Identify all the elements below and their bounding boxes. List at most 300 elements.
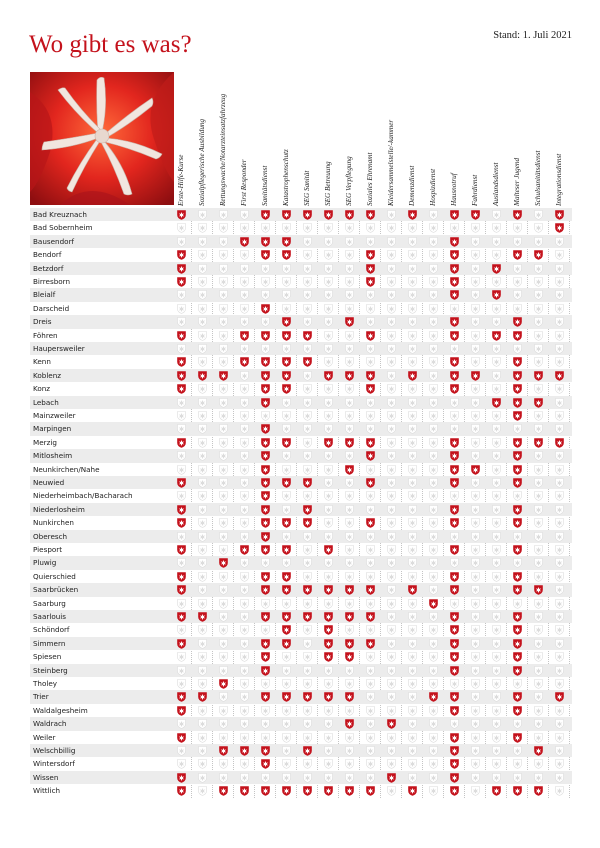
location-name: Konz	[33, 384, 51, 394]
location-name: Bad Kreuznach	[33, 210, 87, 219]
column-header: Schulsanitätsdienst	[534, 150, 542, 206]
location-name: Waldrach	[33, 719, 67, 729]
maltese-cross-shield-icon-inactive	[345, 384, 354, 394]
maltese-cross-shield-icon-inactive	[198, 344, 207, 354]
maltese-cross-shield-icon-inactive	[534, 639, 543, 649]
table-row	[30, 329, 572, 342]
maltese-cross-shield-icon-inactive	[387, 625, 396, 635]
maltese-cross-shield-icon-inactive	[387, 746, 396, 756]
maltese-cross-shield-icon-inactive	[492, 558, 501, 568]
table-row	[30, 302, 572, 315]
maltese-cross-shield-icon-inactive	[555, 277, 564, 287]
maltese-cross-shield-icon-inactive	[282, 451, 291, 461]
maltese-cross-shield-icon-inactive	[198, 773, 207, 783]
maltese-cross-shield-icon-inactive	[429, 625, 438, 635]
maltese-cross-shield-icon-inactive	[555, 424, 564, 434]
maltese-cross-shield-icon-inactive	[324, 290, 333, 300]
maltese-cross-shield-icon-inactive	[303, 639, 312, 649]
maltese-cross-shield-icon-inactive	[198, 746, 207, 756]
maltese-cross-shield-icon-inactive	[366, 692, 375, 702]
maltese-cross-shield-icon-active	[366, 786, 375, 796]
maltese-cross-shield-icon-inactive	[429, 612, 438, 622]
maltese-cross-shield-icon-inactive	[177, 451, 186, 461]
maltese-cross-shield-icon-inactive	[240, 451, 249, 461]
maltese-cross-shield-icon-active	[177, 639, 186, 649]
maltese-cross-shield-icon-inactive	[534, 491, 543, 501]
table-row	[30, 275, 572, 288]
maltese-cross-shield-icon-active	[450, 371, 459, 381]
maltese-cross-shield-icon-inactive	[177, 317, 186, 327]
maltese-cross-shield-icon-inactive	[240, 759, 249, 769]
maltese-cross-shield-icon-inactive	[429, 304, 438, 314]
maltese-cross-shield-icon-active	[450, 572, 459, 582]
table-row	[30, 610, 572, 623]
maltese-cross-shield-icon-inactive	[387, 250, 396, 260]
maltese-cross-shield-icon-inactive	[513, 773, 522, 783]
maltese-cross-shield-icon-inactive	[408, 773, 417, 783]
maltese-cross-shield-icon-inactive	[303, 733, 312, 743]
table-row	[30, 382, 572, 395]
maltese-cross-shield-icon-active	[366, 478, 375, 488]
table-row	[30, 422, 572, 435]
maltese-cross-shield-icon-inactive	[408, 451, 417, 461]
maltese-cross-shield-icon-inactive	[219, 223, 228, 233]
maltese-cross-shield-icon-inactive	[555, 786, 564, 796]
location-name: Piesport	[33, 545, 63, 554]
maltese-cross-shield-icon-inactive	[513, 264, 522, 274]
maltese-cross-shield-icon-inactive	[555, 304, 564, 314]
maltese-cross-shield-icon-inactive	[240, 344, 249, 354]
maltese-cross-shield-icon-inactive	[387, 639, 396, 649]
maltese-cross-shield-icon-inactive	[282, 505, 291, 515]
maltese-cross-shield-icon-inactive	[198, 264, 207, 274]
maltese-cross-shield-icon-inactive	[219, 572, 228, 582]
maltese-cross-shield-icon-inactive	[219, 210, 228, 220]
maltese-cross-shield-icon-inactive	[555, 706, 564, 716]
maltese-cross-shield-icon-inactive	[387, 572, 396, 582]
maltese-cross-shield-icon-active	[324, 438, 333, 448]
maltese-cross-shield-icon-inactive	[408, 491, 417, 501]
maltese-cross-shield-icon-inactive	[324, 759, 333, 769]
maltese-cross-shield-icon-active	[366, 384, 375, 394]
maltese-cross-shield-icon-inactive	[534, 290, 543, 300]
maltese-cross-shield-icon-inactive	[534, 210, 543, 220]
maltese-cross-shield-icon-inactive	[198, 572, 207, 582]
maltese-cross-shield-icon-inactive	[492, 625, 501, 635]
maltese-cross-shield-icon-inactive	[534, 317, 543, 327]
location-name: Bleialf	[33, 290, 56, 300]
table-row	[30, 650, 572, 663]
maltese-cross-shield-icon-inactive	[408, 250, 417, 260]
maltese-cross-shield-icon-active	[282, 237, 291, 247]
maltese-cross-shield-icon-inactive	[492, 384, 501, 394]
maltese-cross-shield-icon-active	[450, 625, 459, 635]
maltese-cross-shield-icon-inactive	[324, 679, 333, 689]
maltese-cross-shield-icon-inactive	[303, 465, 312, 475]
maltese-cross-shield-icon-active	[429, 599, 438, 609]
maltese-cross-shield-icon-inactive	[219, 706, 228, 716]
maltese-cross-shield-icon-inactive	[324, 719, 333, 729]
maltese-cross-shield-icon-inactive	[471, 719, 480, 729]
maltese-cross-shield-icon-inactive	[345, 304, 354, 314]
maltese-cross-shield-icon-inactive	[219, 599, 228, 609]
location-name: Merzig	[33, 437, 57, 447]
maltese-cross-shield-icon-active	[261, 505, 270, 515]
maltese-cross-shield-icon-inactive	[303, 666, 312, 676]
maltese-cross-shield-icon-inactive	[345, 666, 354, 676]
maltese-cross-shield-icon-inactive	[534, 572, 543, 582]
maltese-cross-shield-icon-inactive	[198, 478, 207, 488]
maltese-cross-shield-icon-inactive	[408, 706, 417, 716]
maltese-cross-shield-icon-inactive	[261, 558, 270, 568]
maltese-cross-shield-icon-inactive	[555, 505, 564, 515]
maltese-cross-shield-icon-inactive	[282, 411, 291, 421]
maltese-cross-shield-icon-inactive	[429, 344, 438, 354]
maltese-cross-shield-icon-inactive	[324, 398, 333, 408]
maltese-cross-shield-icon-inactive	[387, 398, 396, 408]
maltese-cross-shield-icon-active	[219, 746, 228, 756]
location-name: Tholey	[33, 679, 58, 688]
maltese-cross-shield-icon-inactive	[429, 398, 438, 408]
location-name: Pluwig	[33, 558, 57, 568]
maltese-cross-shield-icon-inactive	[555, 666, 564, 676]
maltese-cross-shield-icon-inactive	[387, 344, 396, 354]
maltese-cross-shield-icon-active	[261, 692, 270, 702]
maltese-cross-shield-icon-inactive	[303, 532, 312, 542]
maltese-cross-shield-icon-inactive	[366, 599, 375, 609]
maltese-cross-shield-icon-inactive	[513, 532, 522, 542]
maltese-cross-shield-icon-inactive	[282, 679, 291, 689]
table-row	[30, 637, 572, 650]
maltese-cross-shield-icon-inactive	[534, 706, 543, 716]
maltese-cross-shield-icon-inactive	[429, 384, 438, 394]
maltese-cross-shield-icon-active	[261, 384, 270, 394]
maltese-cross-shield-icon-inactive	[555, 532, 564, 542]
column-header: Soziales Ehrenamt	[366, 152, 374, 206]
maltese-cross-shield-icon-active	[513, 331, 522, 341]
maltese-cross-shield-icon-inactive	[450, 304, 459, 314]
maltese-cross-shield-icon-inactive	[345, 545, 354, 555]
table-row	[30, 543, 572, 556]
maltese-cross-shield-icon-inactive	[555, 545, 564, 555]
maltese-cross-shield-icon-inactive	[366, 558, 375, 568]
maltese-cross-shield-icon-inactive	[240, 639, 249, 649]
maltese-cross-shield-icon-inactive	[429, 491, 438, 501]
maltese-cross-shield-icon-active	[513, 786, 522, 796]
table-row	[30, 583, 572, 596]
maltese-cross-shield-icon-inactive	[429, 639, 438, 649]
maltese-cross-shield-icon-active	[282, 612, 291, 622]
maltese-cross-shield-icon-inactive	[429, 572, 438, 582]
maltese-cross-shield-icon-active	[261, 759, 270, 769]
column-header: Auslandsdienst	[492, 162, 500, 206]
maltese-cross-shield-icon-inactive	[282, 304, 291, 314]
maltese-cross-shield-icon-active	[450, 264, 459, 274]
maltese-cross-shield-icon-active	[177, 706, 186, 716]
maltese-cross-shield-icon-active	[345, 692, 354, 702]
maltese-cross-shield-icon-inactive	[408, 719, 417, 729]
maltese-cross-shield-icon-inactive	[387, 317, 396, 327]
location-name: Niederheimbach/Bacharach	[33, 491, 133, 501]
maltese-cross-shield-icon-inactive	[198, 652, 207, 662]
maltese-cross-shield-icon-inactive	[513, 599, 522, 609]
maltese-cross-shield-icon-inactive	[198, 277, 207, 287]
maltese-cross-shield-icon-inactive	[198, 733, 207, 743]
maltese-cross-shield-icon-inactive	[429, 652, 438, 662]
maltese-cross-shield-icon-inactive	[471, 585, 480, 595]
maltese-cross-shield-icon-inactive	[345, 518, 354, 528]
maltese-cross-shield-icon-active	[513, 384, 522, 394]
maltese-cross-shield-icon-inactive	[555, 759, 564, 769]
maltese-cross-shield-icon-inactive	[345, 706, 354, 716]
maltese-cross-shield-icon-active	[492, 786, 501, 796]
maltese-cross-shield-icon-active	[555, 210, 564, 220]
maltese-cross-shield-icon-active	[324, 625, 333, 635]
maltese-cross-shield-icon-inactive	[345, 398, 354, 408]
maltese-cross-shield-icon-inactive	[240, 719, 249, 729]
maltese-cross-shield-icon-inactive	[198, 465, 207, 475]
maltese-cross-shield-icon-inactive	[534, 424, 543, 434]
stand-date: Stand: 1. Juli 2021	[493, 30, 572, 41]
maltese-cross-shield-icon-inactive	[492, 719, 501, 729]
location-name: Mainzweiler	[33, 411, 76, 420]
maltese-cross-shield-icon-active	[177, 384, 186, 394]
maltese-cross-shield-icon-inactive	[555, 612, 564, 622]
maltese-cross-shield-icon-inactive	[324, 505, 333, 515]
maltese-cross-shield-icon-inactive	[240, 411, 249, 421]
maltese-cross-shield-icon-inactive	[471, 411, 480, 421]
maltese-cross-shield-icon-inactive	[555, 639, 564, 649]
maltese-cross-shield-icon-inactive	[240, 290, 249, 300]
maltese-cross-shield-icon-inactive	[177, 398, 186, 408]
maltese-cross-shield-icon-inactive	[282, 652, 291, 662]
maltese-cross-shield-icon-inactive	[303, 625, 312, 635]
table-row	[30, 369, 572, 382]
maltese-cross-shield-icon-inactive	[198, 786, 207, 796]
maltese-cross-shield-icon-inactive	[303, 759, 312, 769]
maltese-cross-shield-icon-inactive	[282, 759, 291, 769]
maltese-cross-shield-icon-inactive	[555, 518, 564, 528]
maltese-cross-shield-icon-inactive	[555, 451, 564, 461]
maltese-cross-shield-icon-inactive	[324, 331, 333, 341]
maltese-cross-shield-icon-active	[366, 331, 375, 341]
maltese-cross-shield-icon-inactive	[324, 572, 333, 582]
maltese-cross-shield-icon-inactive	[261, 344, 270, 354]
column-header: Sanitätsdienst	[261, 165, 269, 206]
maltese-cross-shield-icon-inactive	[177, 424, 186, 434]
maltese-cross-shield-icon-inactive	[282, 558, 291, 568]
maltese-cross-shield-icon-inactive	[387, 599, 396, 609]
maltese-cross-shield-icon-inactive	[240, 491, 249, 501]
maltese-cross-shield-icon-active	[513, 652, 522, 662]
maltese-cross-shield-icon-inactive	[534, 666, 543, 676]
maltese-cross-shield-icon-inactive	[198, 719, 207, 729]
maltese-cross-shield-icon-inactive	[198, 384, 207, 394]
maltese-cross-shield-icon-active	[261, 357, 270, 367]
maltese-cross-shield-icon-inactive	[450, 599, 459, 609]
maltese-cross-shield-icon-inactive	[240, 438, 249, 448]
maltese-cross-shield-icon-inactive	[471, 612, 480, 622]
maltese-cross-shield-icon-active	[303, 692, 312, 702]
location-name: Mitlosheim	[33, 451, 73, 461]
maltese-cross-shield-icon-inactive	[471, 639, 480, 649]
maltese-cross-shield-icon-inactive	[471, 331, 480, 341]
maltese-cross-shield-icon-active	[324, 612, 333, 622]
maltese-cross-shield-icon-inactive	[387, 371, 396, 381]
maltese-cross-shield-icon-inactive	[345, 277, 354, 287]
maltese-cross-shield-icon-inactive	[492, 277, 501, 287]
table-row	[30, 771, 572, 784]
table-row	[30, 288, 572, 301]
maltese-cross-shield-icon-inactive	[513, 223, 522, 233]
maltese-cross-shield-icon-inactive	[387, 612, 396, 622]
maltese-cross-shield-icon-active	[261, 478, 270, 488]
maltese-cross-shield-icon-inactive	[303, 558, 312, 568]
maltese-cross-shield-icon-inactive	[261, 773, 270, 783]
maltese-cross-shield-icon-inactive	[177, 532, 186, 542]
maltese-cross-shield-icon-active	[387, 719, 396, 729]
maltese-cross-shield-icon-inactive	[324, 250, 333, 260]
maltese-cross-shield-icon-inactive	[387, 210, 396, 220]
maltese-cross-shield-icon-inactive	[324, 746, 333, 756]
maltese-cross-shield-icon-inactive	[345, 746, 354, 756]
maltese-cross-shield-icon-inactive	[471, 773, 480, 783]
maltese-cross-shield-icon-inactive	[408, 545, 417, 555]
maltese-cross-shield-icon-inactive	[219, 398, 228, 408]
maltese-cross-shield-icon-inactive	[513, 746, 522, 756]
maltese-cross-shield-icon-inactive	[345, 237, 354, 247]
maltese-cross-shield-icon-inactive	[492, 237, 501, 247]
maltese-cross-shield-icon-inactive	[240, 558, 249, 568]
maltese-cross-shield-icon-inactive	[429, 331, 438, 341]
maltese-cross-shield-icon-inactive	[303, 237, 312, 247]
table-row	[30, 436, 572, 449]
maltese-cross-shield-icon-inactive	[429, 264, 438, 274]
maltese-cross-shield-icon-active	[513, 706, 522, 716]
maltese-cross-shield-icon-active	[450, 465, 459, 475]
location-name: Wittlich	[33, 786, 61, 796]
maltese-cross-shield-icon-active	[534, 371, 543, 381]
column-header: First Responder	[240, 159, 248, 206]
location-name: Welschbillig	[33, 746, 76, 755]
maltese-cross-shield-icon-inactive	[366, 505, 375, 515]
maltese-cross-shield-icon-inactive	[324, 465, 333, 475]
maltese-cross-shield-icon-inactive	[177, 465, 186, 475]
maltese-cross-shield-icon-active	[513, 465, 522, 475]
maltese-cross-shield-icon-inactive	[513, 759, 522, 769]
maltese-cross-shield-icon-inactive	[366, 532, 375, 542]
maltese-cross-shield-icon-inactive	[219, 357, 228, 367]
maltese-cross-shield-icon-inactive	[471, 505, 480, 515]
maltese-cross-shield-icon-inactive	[366, 344, 375, 354]
maltese-cross-shield-icon-active	[177, 505, 186, 515]
maltese-cross-shield-icon-inactive	[492, 733, 501, 743]
maltese-cross-shield-icon-active	[177, 518, 186, 528]
maltese-cross-shield-icon-active	[240, 237, 249, 247]
maltese-cross-shield-icon-inactive	[198, 250, 207, 260]
maltese-cross-shield-icon-inactive	[450, 223, 459, 233]
maltese-cross-shield-icon-inactive	[408, 518, 417, 528]
maltese-cross-shield-icon-inactive	[471, 438, 480, 448]
maltese-cross-shield-icon-active	[177, 773, 186, 783]
maltese-cross-shield-icon-active	[555, 438, 564, 448]
maltese-cross-shield-icon-inactive	[429, 237, 438, 247]
maltese-cross-shield-icon-inactive	[303, 277, 312, 287]
maltese-cross-shield-icon-inactive	[429, 290, 438, 300]
maltese-cross-shield-icon-inactive	[408, 733, 417, 743]
maltese-cross-shield-icon-inactive	[471, 518, 480, 528]
maltese-cross-shield-icon-inactive	[387, 733, 396, 743]
maltese-cross-shield-icon-inactive	[198, 451, 207, 461]
maltese-cross-shield-icon-inactive	[219, 612, 228, 622]
maltese-cross-shield-icon-active	[303, 612, 312, 622]
maltese-cross-shield-icon-inactive	[324, 317, 333, 327]
table-row	[30, 342, 572, 355]
maltese-cross-shield-icon-active	[513, 572, 522, 582]
maltese-cross-shield-icon-inactive	[261, 223, 270, 233]
maltese-cross-shield-icon-inactive	[324, 451, 333, 461]
maltese-cross-shield-icon-active	[450, 612, 459, 622]
maltese-cross-shield-icon-inactive	[177, 223, 186, 233]
maltese-cross-shield-icon-inactive	[555, 679, 564, 689]
maltese-cross-shield-icon-inactive	[429, 411, 438, 421]
maltese-cross-shield-icon-inactive	[219, 331, 228, 341]
maltese-cross-shield-icon-active	[261, 424, 270, 434]
maltese-cross-shield-icon-inactive	[534, 545, 543, 555]
maltese-cross-shield-icon-inactive	[366, 545, 375, 555]
maltese-cross-shield-icon-inactive	[555, 652, 564, 662]
column-header: Rettungswache/Notarzteinsatzfahrzeug	[219, 93, 227, 206]
maltese-cross-shield-icon-inactive	[198, 290, 207, 300]
maltese-cross-shield-icon-inactive	[324, 357, 333, 367]
maltese-cross-shield-icon-inactive	[303, 264, 312, 274]
maltese-cross-shield-icon-inactive	[471, 451, 480, 461]
maltese-cross-shield-icon-active	[282, 639, 291, 649]
maltese-cross-shield-icon-inactive	[345, 491, 354, 501]
table-row	[30, 731, 572, 744]
maltese-cross-shield-icon-inactive	[324, 518, 333, 528]
maltese-cross-shield-icon-active	[555, 692, 564, 702]
maltese-cross-shield-icon-inactive	[555, 344, 564, 354]
maltese-cross-shield-icon-inactive	[492, 545, 501, 555]
maltese-cross-shield-icon-active	[450, 317, 459, 327]
maltese-cross-shield-icon-inactive	[534, 773, 543, 783]
maltese-cross-shield-icon-active	[261, 585, 270, 595]
maltese-cross-shield-icon-inactive	[387, 384, 396, 394]
maltese-cross-shield-icon-active	[177, 733, 186, 743]
maltese-cross-shield-icon-inactive	[282, 746, 291, 756]
maltese-cross-shield-icon-inactive	[555, 719, 564, 729]
maltese-cross-shield-icon-active	[513, 625, 522, 635]
table-row	[30, 262, 572, 275]
maltese-cross-shield-icon-active	[366, 585, 375, 595]
maltese-cross-shield-icon-active	[450, 438, 459, 448]
maltese-cross-shield-icon-inactive	[345, 599, 354, 609]
maltese-cross-shield-icon-inactive	[303, 706, 312, 716]
maltese-cross-shield-icon-active	[408, 585, 417, 595]
maltese-cross-shield-icon-active	[345, 612, 354, 622]
maltese-cross-shield-icon-inactive	[198, 237, 207, 247]
location-name: Schöndorf	[33, 625, 70, 635]
maltese-cross-shield-icon-inactive	[177, 652, 186, 662]
maltese-cross-shield-icon-inactive	[345, 223, 354, 233]
maltese-cross-shield-icon-active	[492, 398, 501, 408]
maltese-cross-shield-icon-inactive	[198, 398, 207, 408]
maltese-cross-shield-icon-active	[408, 786, 417, 796]
maltese-cross-shield-icon-active	[282, 545, 291, 555]
maltese-cross-shield-icon-inactive	[345, 572, 354, 582]
maltese-cross-shield-icon-inactive	[219, 250, 228, 260]
